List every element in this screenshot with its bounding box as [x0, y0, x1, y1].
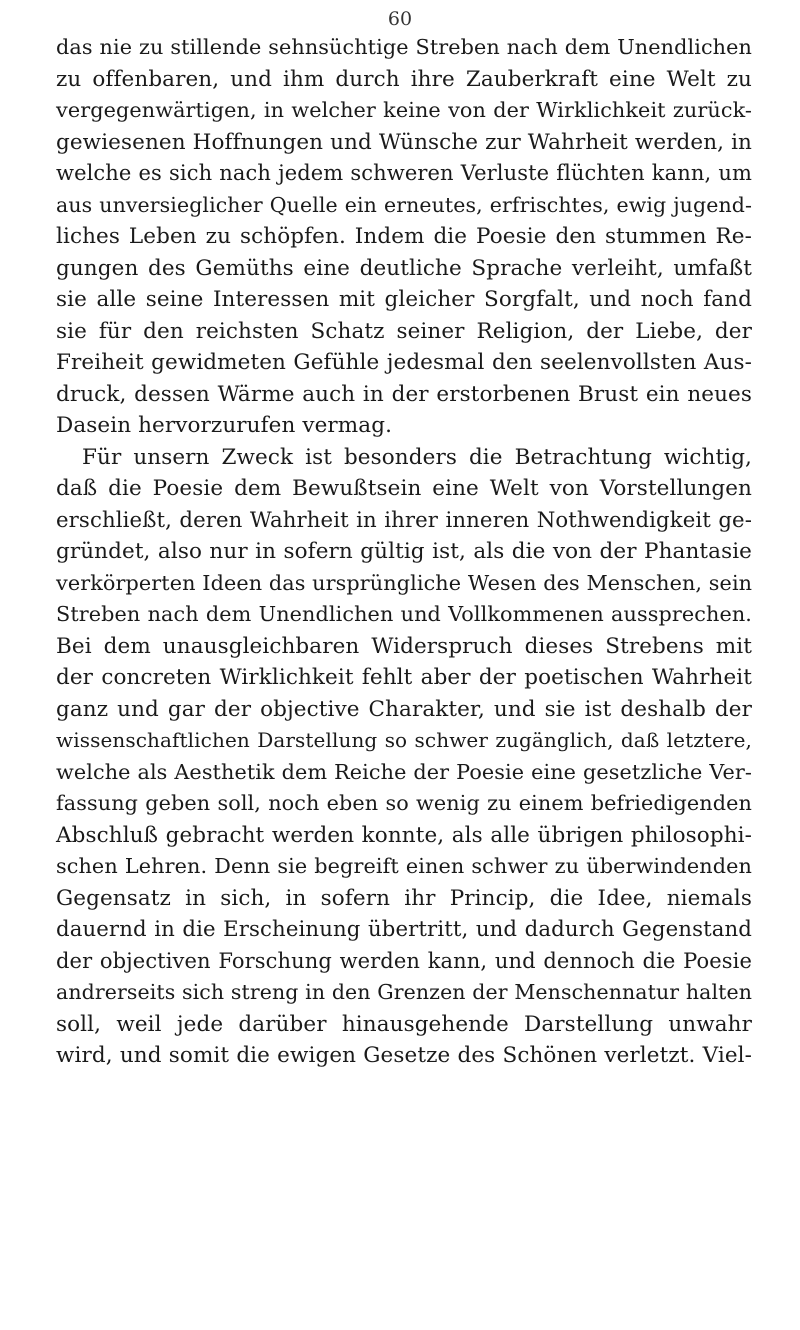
- text-line: fassung geben soll, noch eben so wenig zu einem befriedigenden: [56, 791, 752, 815]
- text-line: gungen des Gemüths eine deutliche Sprache verleiht, umfaßt: [56, 255, 752, 281]
- text-line: gründet, also nur in sofern gültig ist, als die von der Phantasie: [56, 539, 752, 564]
- text-line: gewiesenen Hoffnungen und Wünsche zur Wahrheit werden, in: [56, 129, 752, 155]
- text-line: vergegenwärtigen, in welcher keine von der Wirklichkeit zurück-: [56, 98, 752, 122]
- text-line: druck, dessen Wärme auch in der erstorbenen Brust ein neues: [56, 381, 752, 407]
- text-line: zu offenbaren, und ihm durch ihre Zauberkraft eine Welt zu: [56, 66, 752, 92]
- text-line: andrerseits sich streng in den Grenzen der Menschennatur halten: [56, 980, 752, 1004]
- text-line: liches Leben zu schöpfen. Indem die Poesie den stummen Re-: [56, 224, 752, 249]
- text-line: verkörperten Ideen das ursprüngliche Wesen des Menschen, sein: [56, 570, 753, 595]
- text-line: welche als Aesthetik dem Reiche der Poesie eine gesetzliche Ver-: [56, 759, 752, 784]
- text-line: soll, weil jede darüber hinausgehende Darstellung unwahr: [56, 1011, 752, 1037]
- text-line: das nie zu stillende sehnsüchtige Streben nach dem Unendlichen: [56, 35, 752, 59]
- text-line: wird, und somit die ewigen Gesetze des Schönen verletzt. Viel-: [56, 1043, 752, 1068]
- text-line: dauernd in die Erscheinung übertritt, und dadurch Gegenstand: [56, 917, 752, 942]
- page-number: 60: [387, 8, 413, 30]
- text-line: sie für den reichsten Schatz seiner Religion, der Liebe, der: [56, 318, 752, 344]
- text-line: der concreten Wirklichkeit fehlt aber der poetischen Wahrheit: [56, 665, 752, 690]
- paragraph-start-line: Für unsern Zweck ist besonders die Betrachtung wichtig,: [82, 444, 752, 470]
- text-line: Freiheit gewidmeten Gefühle jedesmal den seelenvollsten Aus-: [56, 350, 752, 375]
- text-line: schen Lehren. Denn sie begreift einen schwer zu überwindenden: [56, 854, 752, 878]
- text-line: welche es sich nach jedem schweren Verluste flüchten kann, um: [56, 161, 752, 185]
- text-line: erschließt, deren Wahrheit in ihrer inneren Nothwendigkeit ge-: [56, 507, 752, 533]
- text-line: daß die Poesie dem Bewußtsein eine Welt von Vorstellungen: [56, 476, 752, 501]
- text-line: Streben nach dem Unendlichen und Vollkommenen aussprechen.: [56, 602, 752, 626]
- text-line: Abschluß gebracht werden konnte, als alle übrigen philosophi-: [56, 822, 752, 848]
- body-text: [56, 32, 752, 1072]
- text-line: Gegensatz in sich, in sofern ihr Princip, die Idee, niemals: [56, 885, 752, 911]
- text-line: aus unversieglicher Quelle ein erneutes, erfrischtes, ewig jugend-: [56, 192, 752, 217]
- text-line: wissenschaftlichen Darstellung so schwer zugänglich, daß letztere,: [56, 728, 752, 752]
- text-line: Bei dem unausgleichbaren Widerspruch dieses Strebens mit: [56, 633, 752, 659]
- text-line: sie alle seine Interessen mit gleicher Sorgfalt, und noch fand: [56, 287, 752, 312]
- paragraph-end-line: Dasein hervorzurufen vermag.: [56, 413, 392, 438]
- text-line: der objectiven Forschung werden kann, und dennoch die Poesie: [56, 948, 752, 973]
- text-line: ganz und gar der objective Charakter, und sie ist deshalb der: [56, 696, 752, 722]
